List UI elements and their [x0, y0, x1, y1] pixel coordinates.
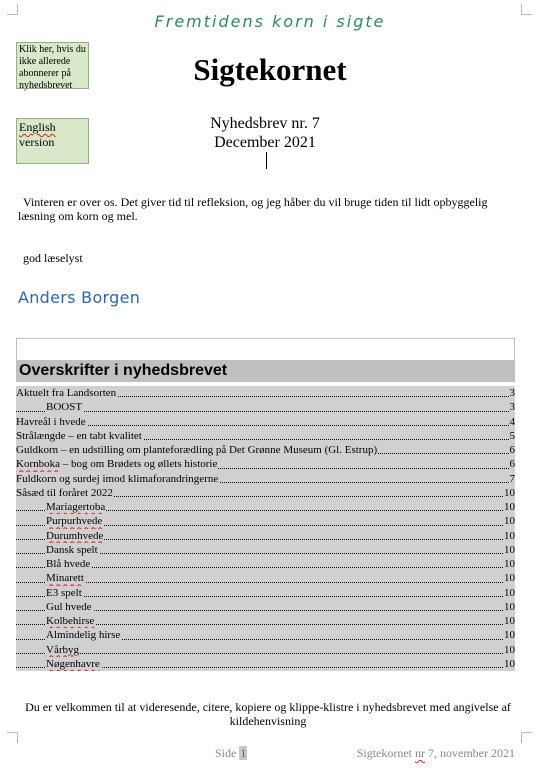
toc-heading: Overskrifter i nyhedsbrevet [16, 360, 515, 382]
toc-entry-label [46, 643, 80, 657]
toc-entry[interactable] [16, 600, 515, 614]
toc-entry[interactable] [16, 657, 515, 671]
toc-entry[interactable] [16, 529, 515, 543]
toc-entry[interactable] [16, 386, 515, 400]
footer-page-number: 1 [240, 746, 247, 760]
english-line: English [19, 120, 56, 134]
spellcheck-flag: Purpurhvede [46, 515, 103, 528]
english-line: version [19, 135, 55, 149]
toc-entry-page: 4 [509, 415, 515, 428]
spellcheck-flag: nr [415, 746, 426, 760]
issue-info [0, 114, 530, 152]
toc-entry-label: Havreål i hvede [16, 415, 86, 428]
toc-entry-label: Strålængde – en tabt kvalitet [16, 429, 142, 442]
toc-entry-page: 10 [504, 586, 515, 599]
toc-entry[interactable] [16, 557, 515, 571]
toc-entry-page: 10 [504, 572, 515, 585]
text-cursor [266, 152, 267, 169]
page-corner-mark [7, 732, 18, 743]
toc-entry-page: 3 [509, 401, 515, 414]
toc-entry[interactable] [16, 500, 515, 514]
newsletter-title: Sigtekornet [193, 52, 347, 87]
footer-issue-text: Sigtekornet nr 7, november 2021 [356, 746, 515, 760]
intro-paragraph: Vinteren er over os. Det giver tid til refleksion, og jeg håber du vil bruge tiden til lidt opbyggelig læsning om korn og mel. [18, 195, 488, 223]
toc-entry-label [46, 657, 101, 671]
toc-entry-page: 10 [504, 529, 515, 542]
toc-entry[interactable] [16, 443, 515, 457]
spellcheck-flag: Durumhvede [46, 529, 104, 542]
subscribe-line: ikke allerede [19, 56, 71, 67]
toc-entry-label: Blå hvede [46, 558, 91, 570]
toc-entry[interactable] [16, 514, 515, 528]
toc-entry[interactable] [16, 415, 515, 429]
toc-entry-page: 3 [509, 387, 515, 399]
spellcheck-flag: Nøgenhavre [46, 657, 100, 670]
toc-leader-dots [16, 425, 515, 426]
footer-page [215, 746, 247, 761]
toc-entry-page: 10 [504, 657, 515, 670]
toc-entry-label [46, 529, 104, 543]
toc-entry-page: 10 [504, 486, 515, 499]
toc-entry-label: Fuldkorn og surdej imod klimaforandringerne [16, 472, 219, 485]
spellcheck-flag: Mariagertoba [46, 501, 106, 513]
toc-entry-label: Guldkorn – en udstilling om planteforædling på Det Grønne Museum (Gl. Estrup) [16, 444, 378, 456]
spellcheck-flag: Kolbehirse [46, 615, 95, 627]
toc-entry[interactable] [16, 429, 515, 443]
toc-entry-page: 10 [504, 629, 515, 642]
toc-entry[interactable] [16, 543, 515, 557]
toc-leader-dots [16, 582, 515, 583]
toc-entry-page: 5 [509, 429, 515, 442]
issue-date: December 2021 [214, 134, 316, 151]
toc-entry[interactable] [16, 628, 515, 642]
toc-entry[interactable] [16, 457, 515, 471]
toc-entry-page: 6 [509, 458, 515, 471]
toc-entry-page: 10 [504, 643, 515, 656]
toc-entry[interactable] [16, 486, 515, 500]
toc-entry-label: E3 spelt [46, 586, 82, 599]
toc-entry-label: Aktuelt fra Landsorten [16, 387, 117, 399]
toc-entry-label: BOOST [46, 401, 83, 414]
toc-entry-label: Såsæd til foråret 2022 [16, 486, 113, 499]
toc-entry[interactable] [16, 614, 515, 628]
toc-entry[interactable] [16, 643, 515, 657]
toc-entry-page: 10 [504, 501, 515, 513]
toc-entry[interactable] [16, 586, 515, 600]
toc-entry-label [46, 500, 106, 514]
toc-entry[interactable] [16, 571, 515, 585]
greeting: god læselyst [23, 251, 83, 265]
toc-entry-page: 10 [504, 600, 515, 613]
signature: Anders Borgen [18, 288, 141, 307]
toc-entry-page: 6 [509, 444, 515, 456]
toc-entry-label: Almindelig hirse [46, 629, 121, 642]
toc-entry[interactable] [16, 472, 515, 486]
welcome-note: Du er velkommen til at videresende, citere, kopiere og klippe-klistre i nyhedsbrevet med angivelse af kildehenvisning [25, 700, 511, 728]
spellcheck-flag: Minarett [46, 572, 84, 585]
issue-number: Nyhedsbrev nr. 7 [210, 115, 320, 132]
toc-entry-label: Dansk spelt [46, 543, 98, 556]
spellcheck-flag: Kornboka [16, 458, 60, 471]
toc-frame [16, 338, 515, 360]
footer-page-label: Side [215, 746, 237, 760]
toc-entry-label [46, 571, 85, 585]
toc-leader-dots [16, 653, 515, 654]
toc-entry-label: Gul hvede [46, 600, 92, 613]
toc-entry[interactable] [16, 400, 515, 414]
toc-leader-dots [16, 411, 515, 412]
spellcheck-flag: Vårbyg [46, 643, 79, 656]
toc-entry-page: 10 [504, 515, 515, 528]
toc-list [16, 386, 515, 671]
footer-issue [357, 746, 515, 761]
subscribe-line: Klik her, hvis du [19, 44, 86, 55]
toc-entry-label [46, 614, 95, 628]
toc-entry-page: 7 [509, 472, 515, 485]
toc-entry-page: 10 [504, 543, 515, 556]
toc-entry-page: 10 [504, 615, 515, 627]
toc-entry-page: 10 [504, 558, 515, 570]
toc-leader-dots [16, 596, 515, 597]
toc-entry-label [46, 514, 103, 528]
tagline: Fremtidens korn i sigte [154, 12, 386, 31]
page-corner-mark [521, 732, 532, 743]
subscribe-line: abonnerer på [19, 68, 71, 79]
toc-entry-label: Kornboka – bog om Brødets og øllets historie [16, 458, 218, 471]
subscribe-line: nyhedsbrevet [19, 80, 73, 91]
